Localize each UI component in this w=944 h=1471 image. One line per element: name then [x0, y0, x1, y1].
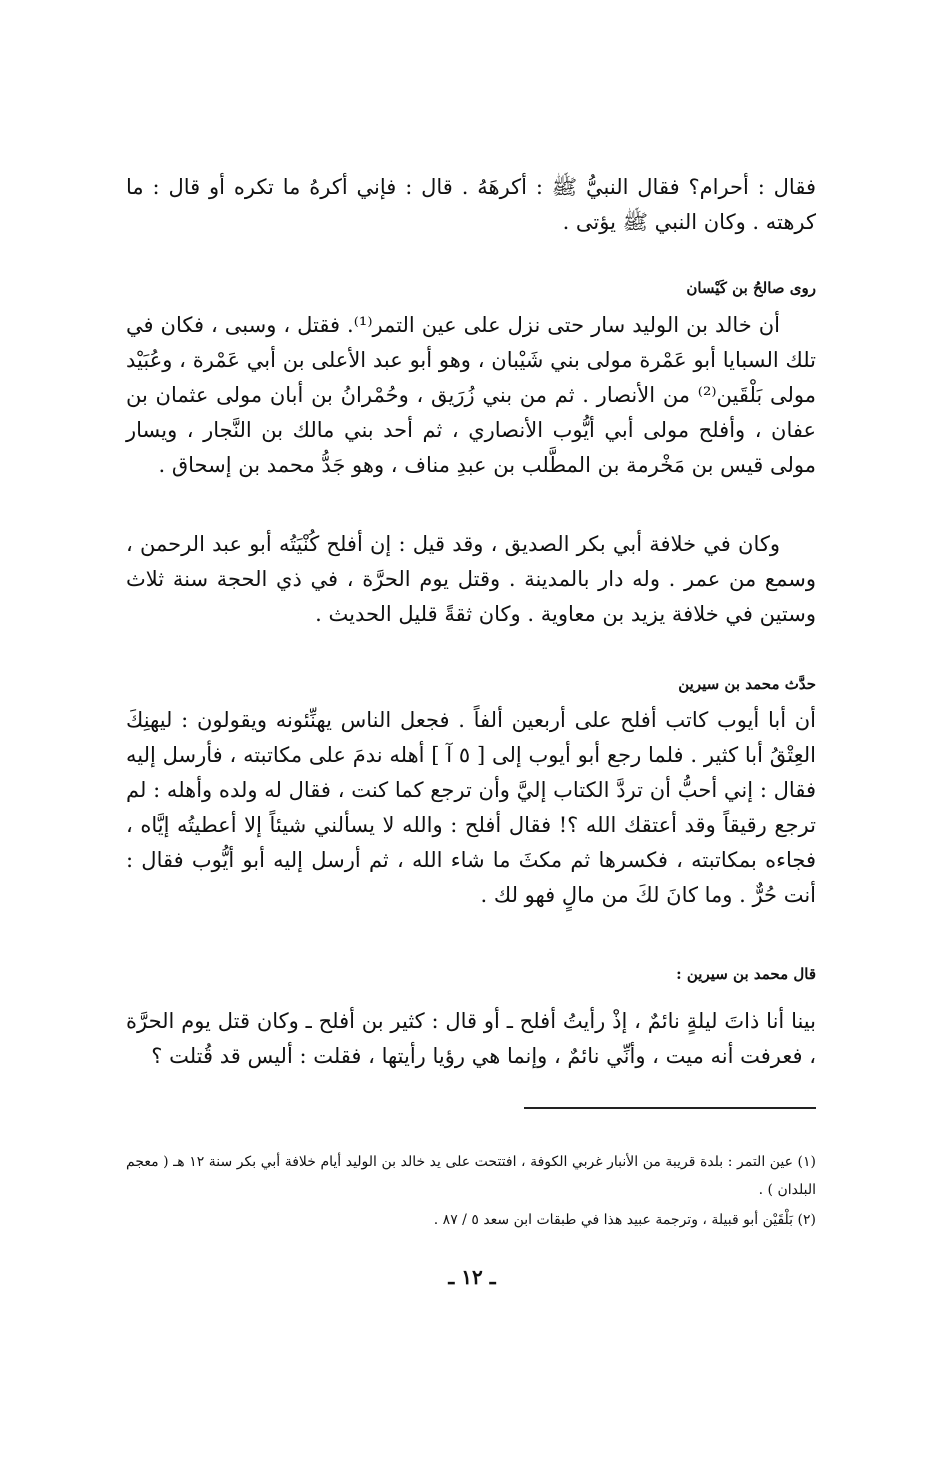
footnote-2: (٢) بَلْقَيْن أبو قبيلة ، وترجمة عبيد هذا في طبقات ابن سعد ٥ / ٨٧ . — [433, 1212, 816, 1228]
narrator-heading-1: روى صالحُ بن كَيْسان — [686, 279, 816, 297]
paragraph-2: أن خالد بن الوليد سار حتى نزل على عين التمر⁽¹⁾. فقتل ، وسبى ، فكان في تلك السبايا أبو عَمْرة مولى بني شَيْبان ، وهو أبو عبد الأعلى بن أبي عَمْرة ، وعُبَيْد مولى بَلْقَين⁽²⁾ من الأنصار . ثم من بني زُرَيق ، وحُمْرانُ بن أبان مولى عثمان بن عفان ، وأفلح مولى أبي أيُّوب الأنصاري ، ثم أحد بني مالك بن النَّجار ، ويسار مولى قيس بن مَخْرمة بن المطَّلب بن عبدِ مناف ، وهو جَدُّ محمد بن إسحاق . — [126, 313, 817, 477]
paragraph-1: فقال : أحرام؟ فقال النبيُّ ﷺ : أكرهَهُ . قال : فإني أكرهُ ما تكره أو قال : ما كرهته . وكان النبي ﷺ يؤتى . — [126, 175, 816, 234]
paragraph-4: أن أبا أيوب كاتب أفلح على أربعين ألفاً . فجعل الناس يهنِّئونه ويقولون : ليهنِكَ العِتْقُ أبا كثير . فلما رجع أبو أيوب إلى [ ٥ آ ] أهله ندمَ على مكاتبته ، فأرسل إليه فقال : إني أحبُّ أن تردَّ الكتاب إليَّ وأن ترجع كما كنت ، فقال له ولده وأهله : لم ترجع رقيقاً وقد أعتقك الله ؟! فقال أفلح : والله لا يسألني شيئاً إلا أعطيتُه إيَّاه ، فجاءه بمكاتبته ، فكسرها ثم مكثَ ما شاء الله ، ثم أرسل إليه أبو أيُّوب فقال : أنت حُرٌّ . وما كانَ لكَ من مالٍ فهو لك . — [126, 708, 816, 907]
paragraph-1-block — [126, 170, 816, 240]
narrator-3-block — [126, 963, 816, 985]
paragraph-3: وكان في خلافة أبي بكر الصديق ، وقد قيل : إن أفلح كُنْيَتُه أبو عبد الرحمن ، وسمع من عمر . وله دار بالمدينة . وقتل يوم الحرَّة ، في ذي الحجة سنة ثلاث وستين في خلافة يزيد بن معاوية . وكان ثقةً قليل الحديث . — [126, 532, 816, 626]
footnotes-block — [126, 1148, 816, 1234]
paragraph-3-block — [126, 527, 816, 632]
narrator-heading-2: حدَّث محمد بن سيرين — [678, 675, 816, 693]
footnote-1: (١) عين التمر : بلدة قريبة من الأنبار غربي الكوفة ، افتتحت على يد خالد بن الوليد أيام خلافة أبي بكر سنة ١٢ هـ ( معجم البلدان ) . — [126, 1154, 816, 1198]
footnote-separator — [524, 1107, 816, 1109]
narrator-2-block — [126, 673, 816, 695]
paragraph-5: بينا أنا ذاتَ ليلةٍ نائمٌ ، إذْ رأيتُ أفلح ـ أو قال : كثير بن أفلح ـ وكان قتل يوم الحرَّة ، فعرفت أنه ميت ، وأنِّي نائمٌ ، وإنما هي رؤيا رأيتها ، فقلت : أليس قد قُتلت ؟ — [126, 1009, 816, 1068]
paragraph-2-block — [126, 308, 816, 483]
page-number: ـ ١٢ ـ — [448, 1265, 496, 1289]
paragraph-5-block — [126, 1004, 816, 1074]
narrator-heading-3: قال محمد بن سيرين : — [676, 965, 816, 983]
narrator-1-block — [126, 277, 816, 299]
paragraph-4-block — [126, 703, 816, 913]
